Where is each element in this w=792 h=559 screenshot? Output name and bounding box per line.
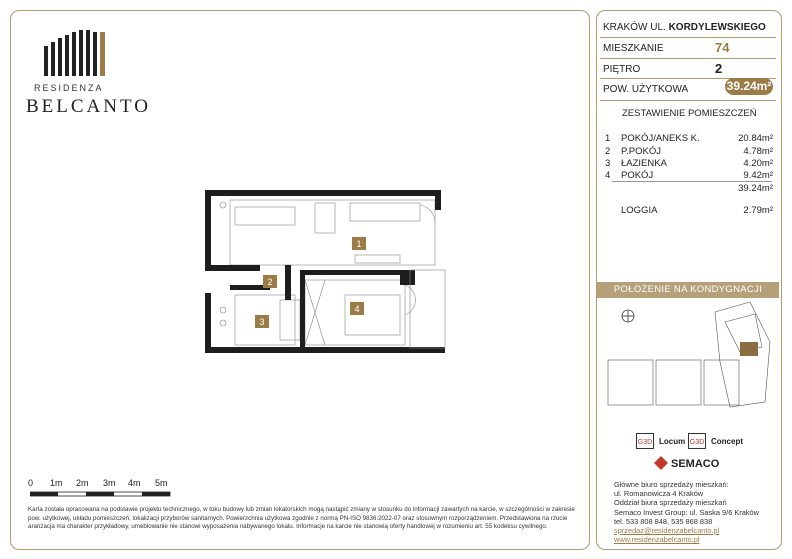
area-badge: 39.24m² (726, 79, 772, 93)
location-prefix: KRAKÓW UL. (603, 22, 666, 33)
room-label-4: 4 (354, 304, 360, 314)
floor-label: PIĘTRO (603, 64, 641, 75)
logo-title: BELCANTO (26, 96, 151, 117)
contact-info: Główne biuro sprzedaży mieszkań: ul. Romanowicza 4 Kraków Oddział biura sprzedaży mieszkań Semaco Invest Group: ul. Saska 9/6 Kraków tel. 533 808 848, 535 868 838 sprzedaz@residenzabelcanto.pl www.residenzabelcanto.pl (614, 480, 760, 545)
scale-label-3: 3m (103, 478, 116, 488)
brand-concept: Concept (711, 437, 743, 446)
g3d-locum-icon (636, 433, 654, 449)
brand-semaco: SEMACO (671, 458, 720, 470)
svg-text:G3D: G3D (637, 439, 653, 446)
scale-bar (28, 478, 208, 508)
room-label-1: 1 (356, 239, 362, 249)
room-label-3: 3 (259, 317, 265, 327)
street-name: KORDYLEWSKIEGO (668, 22, 766, 33)
belcanto-logo-icon (24, 30, 144, 80)
location (603, 22, 766, 33)
scale-ruler-icon (30, 490, 172, 498)
rooms-header: ZESTAWIENIE POMIESZCZEŃ (622, 108, 757, 119)
scale-label-5: 5m (155, 478, 168, 488)
scale-label-4: 4m (128, 478, 141, 488)
area-label: POW. UŻYTKOWA (603, 84, 689, 95)
floor-plan (205, 185, 455, 355)
scale-label-0: 0 (28, 478, 34, 488)
apartment-number: 74 (715, 40, 730, 55)
disclaimer: Karta została opracowana na podstawie projektu technicznego, w toku budowy lub zmian lokatorskich mogą nastąpić zmiany w stosunku do informacji zawartych na karcie, w szczególności w zakresie pow. użytkowej, układu pomieszczeń, lokalizacji przyborów sanitarnych. Powierzchnia użytkowa zgodnie z normą PN-ISO 9836:2022-07 oraz stosownym rozporządzeniem. Przedstawiona na rzucie aranżacja ma charakter przykładowy, umeblowanie nie stanowi wyposażenia nabywanego lokalu. Informacje na karcie nie stanowią oferty handlowej w rozumieniu art. 55 kodeksu cywilnego. (28, 506, 575, 531)
logo-subtitle: RESIDENZA (34, 83, 104, 93)
section-title: POŁOŻENIE NA KONDYGNACJI (597, 282, 779, 298)
floor-number: 2 (715, 61, 723, 76)
semaco-icon (654, 456, 668, 470)
svg-text:G3D: G3D (689, 439, 705, 446)
scale-label-2: 2m (76, 478, 89, 488)
apartment-label: MIESZKANIE (603, 43, 664, 54)
email-link[interactable]: sprzedaz@residenzabelcanto.pl (614, 526, 720, 536)
room-label-2: 2 (267, 277, 273, 287)
g3d-concept-icon (688, 433, 706, 449)
website-link[interactable]: www.residenzabelcanto.pl (614, 535, 700, 545)
scale-label-1: 1m (50, 478, 63, 488)
site-plan (600, 302, 778, 417)
brand-locum: Locum (659, 437, 686, 446)
